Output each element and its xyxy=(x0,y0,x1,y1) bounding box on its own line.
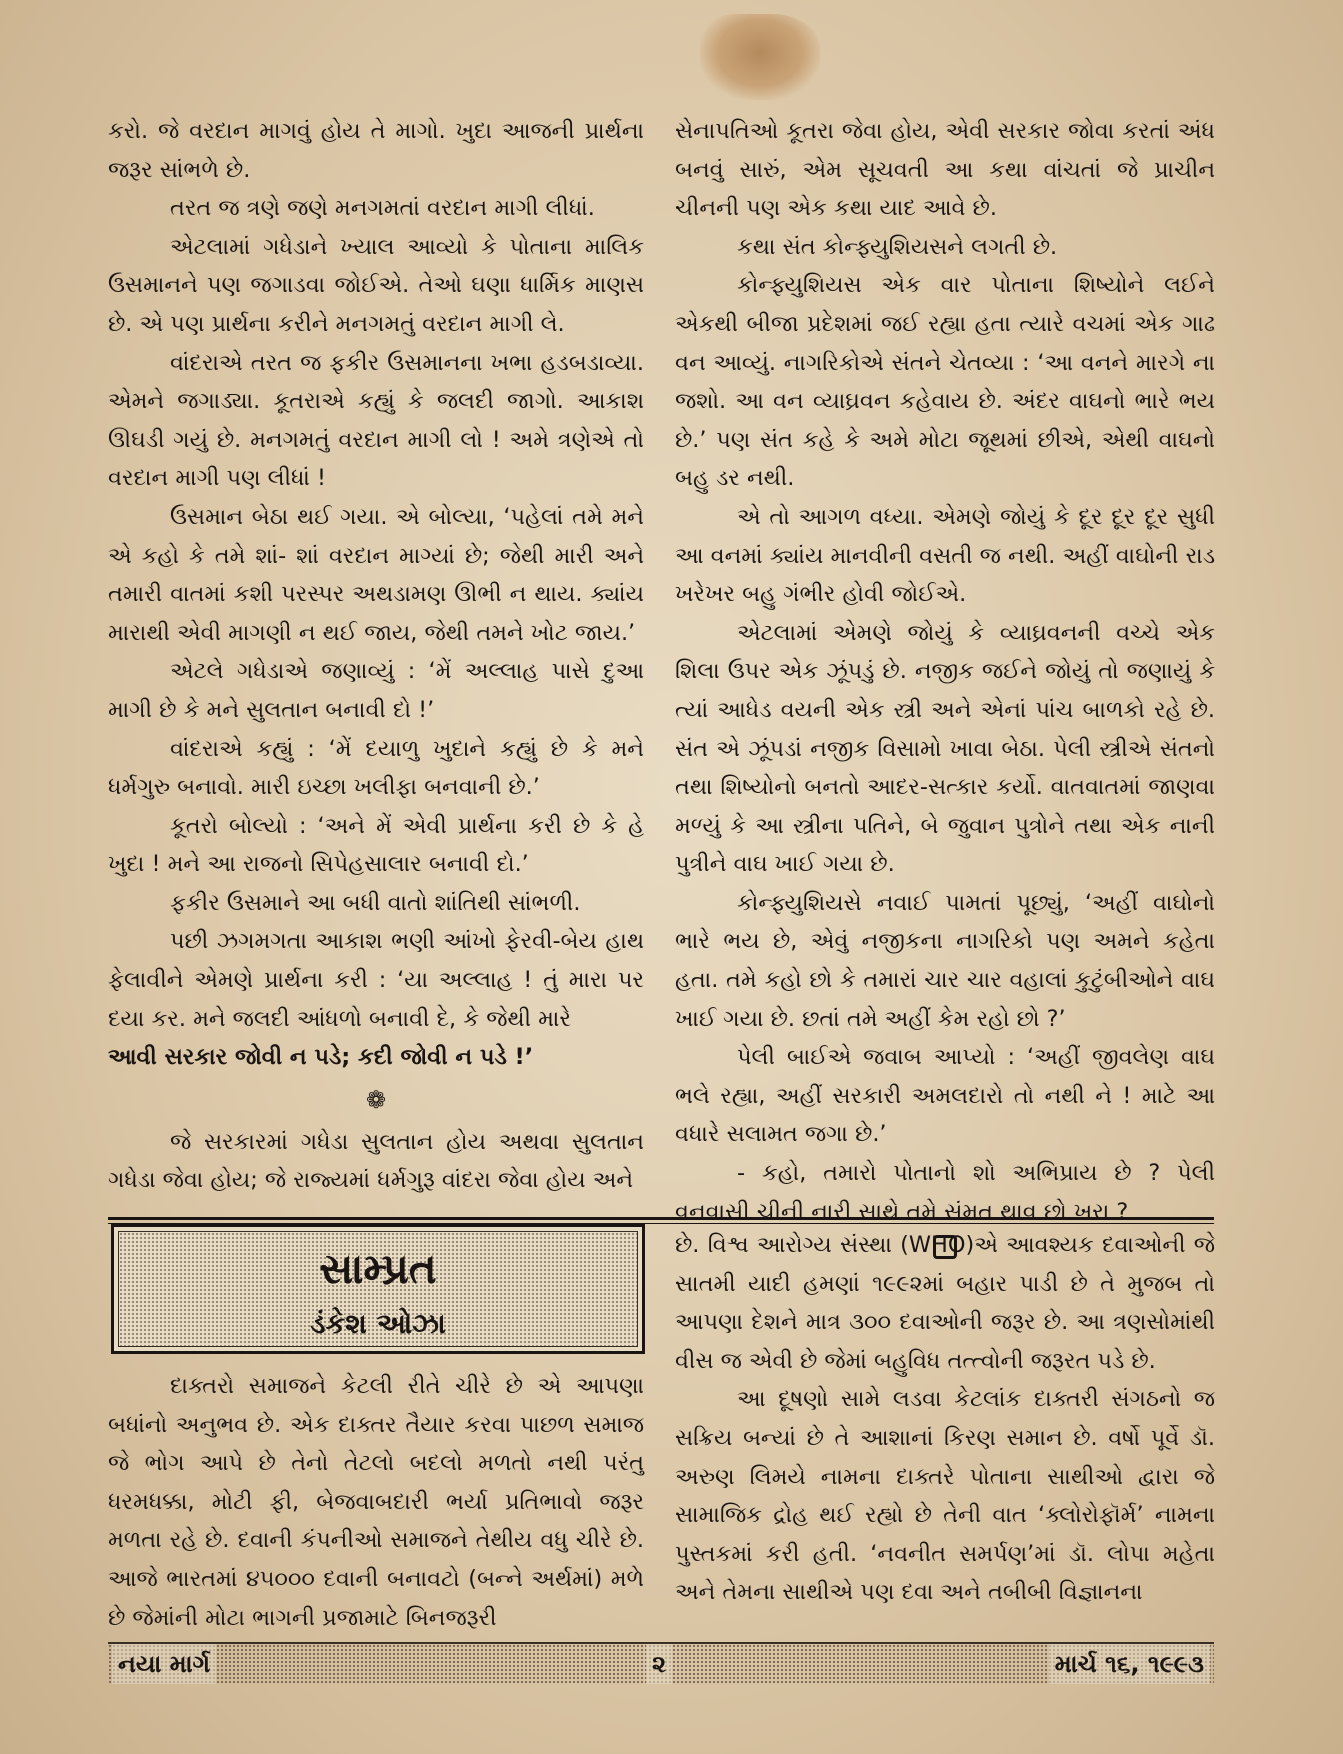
paper-stain xyxy=(700,14,820,100)
paragraph: જે સરકારમાં ગધેડા સુલતાન હોય અથવા સુલતાન ગધેડા જેવા હોય; જે રાજ્યમાં ધર્મગુરૂ વાંદરા જેવા હોય અને xyxy=(108,1128,644,1194)
paragraph: વાંદરાએ કહ્યું : ‘મેં દયાળુ ખુદાને કહ્યું છે કે મને ધર્મગુરુ બનાવો. મારી ઇચ્છા ખલીફા બનવાની છે.’ xyxy=(108,735,644,801)
paragraph: પછી ઝગમગતા આકાશ ભણી આંખો ફેરવી-બેય હાથ ફેલાવીને એમણે પ્રાર્થના કરી : ‘યા અલ્લાહ ! તું મારા પર દયા કર. મને જલદી આંધળો બનાવી દે, કે જેથી મારે xyxy=(108,928,644,1032)
right-column-top xyxy=(675,112,1215,1259)
paragraph: કૂતરો બોલ્યો : ‘અને મેં એવી પ્રાર્થના કરી છે કે હે ખુદા ! મને આ રાજનો સિપેહસાલાર બનાવી દો.’ xyxy=(108,812,644,878)
paragraph: કરો. જે વરદાન માગવું હોય તે માગો. ખુદા આજની પ્રાર્થના જરૂર સાંભળે છે. xyxy=(108,118,644,183)
issue-date: માર્ચ ૧૬, ૧૯૯૩ xyxy=(1049,1644,1210,1684)
paragraph: પેલી બાઈએ જવાબ આપ્યો : ‘અહીં જીવલેણ વાઘ ભલે રહ્યા, અહીં સરકારી અમલદારો તો નથી ને ! માટે આ વધારે સલામત જગા છે.’ xyxy=(675,1044,1215,1148)
page-footer xyxy=(108,1642,1214,1684)
left-column-bottom xyxy=(108,1367,644,1637)
paragraph: તરત જ ત્રણે જણે મનગમતાં વરદાન માગી લીધાં. xyxy=(170,195,595,222)
paragraph: કોન્ફ્યુશિયસે નવાઈ પામતાં પૂછ્યું, ‘અહીં વાઘોનો ભારે ભય છે, એવું નજીકના નાગરિકો પણ અમને કહેતા હતા. તમે કહો છો કે તમારાં ચાર ચાર વહાલાં કુટુંબીઓને વાઘ ખાઈ ગયા છે. છતાં તમે અહીં કેમ રહો છો ?’ xyxy=(675,889,1215,1032)
page-number: ૨ xyxy=(646,1644,672,1684)
flower-ornament-icon: ❁ xyxy=(365,1085,387,1114)
heading-halftone xyxy=(118,1231,638,1347)
paragraph: ઉસમાન બેઠા થઈ ગયા. એ બોલ્યા, ‘પહેલાં તમે મને એ કહો કે તમે શાં- શાં વરદાન માગ્યાં છે; જેથી મારી અને તમારી વાતમાં કશી પરસ્પર અથડામણ ઊભી ન થાય. ક્યાંય મારાથી એવી માગણી ન થઈ જાય, જેથી તમને ખોટ જાય.’ xyxy=(108,503,644,646)
paragraph: એટલામાં ગધેડાને ખ્યાલ આવ્યો કે પોતાના માલિક ઉસમાનને પણ જગાડવા જોઈએ. તેઓ ઘણા ધાર્મિક માણસ છે. એ પણ પ્રાર્થના કરીને મનગમતું વરદાન માગી લે. xyxy=(108,233,644,337)
section-title: સામ્પ્રત xyxy=(319,1244,437,1293)
left-column-top xyxy=(108,112,644,1200)
right-column-bottom xyxy=(675,1226,1215,1612)
paragraph: સેનાપતિઓ કૂતરા જેવા હોય, એવી સરકાર જોવા કરતાં અંધ બનવું સારું, એમ સૂચવતી આ કથા વાંચતાં જે પ્રાચીન ચીનની પણ એક કથા યાદ આવે છે. xyxy=(675,118,1215,222)
paragraph-bold-ending: આવી સરકાર જોવી ન પડે; કદી જોવી ન પડે !’ xyxy=(108,1044,534,1071)
paragraph: છે. વિશ્વ આરોગ્ય સંસ્થા (WHO)એ આવશ્યક દવાઓની જે સાતમી યાદી હમણાં ૧૯૯૨માં બહાર પાડી છે તે મુજબ તો આપણા દેશને માત્ર ૩૦૦ દવાઓની જરૂર છે. આ ત્રણસોમાંથી વીસ જ એવી છે જેમાં બહુવિધ તત્ત્વોની જરૂરત પડે છે. xyxy=(675,1232,1215,1374)
paragraph: વાંદરાએ તરત જ ફકીર ઉસમાનના ખભા હડબડાવ્યા. એમને જગાડ્યા. કૂતરાએ કહ્યું કે જલદી જાગો. આકાશ ઊઘડી ગયું છે. મનગમતું વરદાન માગી લો ! અમે ત્રણેએ તો વરદાન માગી પણ લીધાં ! xyxy=(108,349,644,492)
paragraph: કથા સંત કોન્ફ્યુશિયસને લગતી છે. xyxy=(737,233,1058,260)
paragraph: કોન્ફ્યુશિયસ એક વાર પોતાના શિષ્યોને લઈને એકથી બીજા પ્રદેશમાં જઈ રહ્યા હતા ત્યારે વચમાં એક ગાઢ વન આવ્યું. નાગરિકોએ સંતને ચેતવ્યા : ‘આ વનને મારગે ના જશો. આ વન વ્યાઘ્રવન કહેવાય છે. અંદર વાઘનો ભારે ભય છે.’ પણ સંત કહે કે અમે મોટા જૂથમાં છીએ, એથી વાઘનો બહુ ડર નથી. xyxy=(675,272,1215,492)
paragraph: એટલે ગધેડાએ જણાવ્યું : ‘મેં અલ્લાહ પાસે દુઆ માગી છે કે મને સુલતાન બનાવી દો !’ xyxy=(108,658,644,723)
paragraph: ફકીર ઉસમાને આ બધી વાતો શાંતિથી સાંભળી. xyxy=(170,889,581,916)
paragraph: એ તો આગળ વધ્યા. એમણે જોયું કે દૂર દૂર દૂર સુધી આ વનમાં ક્યાંય માનવીની વસતી જ નથી. અહીં વાઘોની રાડ ખરેખર બહુ ગંભીર હોવી જોઈએ. xyxy=(675,503,1215,608)
paragraph: - કહો, તમારો પોતાનો શો અભિપ્રાય છે ? પેલી વનવાસી ચીની નારી સાથે તમે સંમત થાવ છો ખરા ? xyxy=(675,1160,1215,1225)
paragraph: દાક્તરો સમાજને કેટલી રીતે ચીરે છે એ આપણા બધાંનો અનુભવ છે. એક દાક્તર તૈયાર કરવા પાછળ સમાજ જે ભોગ આપે છે તેનો તેટલો બદલો મળતો નથી પરંતુ ધરમધક્કા, મોટી ફી, બેજવાબદારી ભર્યા પ્રતિભાવો જરૂર મળતા રહે છે. દવાની કંપનીઓ સમાજને તેથીય વધુ ચીરે છે. આજે ભારતમાં ૪૫૦૦૦ દવાની બનાવટો (બન્ને અર્થમાં) મળે છે જેમાંની મોટા ભાગની પ્રજામાટે બિનજરૂરી xyxy=(108,1373,644,1631)
paragraph: એટલામાં એમણે જોયું કે વ્યાઘ્રવનની વચ્ચે એક શિલા ઉપર એક ઝૂંપડું છે. નજીક જઈને જોયું તો જણાયું કે ત્યાં આધેડ વયની એક સ્ત્રી અને એનાં પાંચ બાળકો રહે છે. સંત એ ઝૂંપડાં નજીક વિસામો ખાવા બેઠા. પેલી સ્ત્રીએ સંતનો તથા શિષ્યોનો બનતો આદર-સત્કાર કર્યો. વાતવાતમાં જાણવા મળ્યું કે આ સ્ત્રીના પતિને, બે જુવાન પુત્રોને તથા એક નાની પુત્રીને વાઘ ખાઈ ગયા છે. xyxy=(675,619,1215,878)
section-divider xyxy=(108,1217,1214,1220)
section-author: ડંકેશ ઓઝા xyxy=(310,1307,446,1340)
magazine-name: નયા માર્ગ xyxy=(112,1644,216,1684)
paragraph: આ દૂષણો સામે લડવા કેટલાંક દાક્તરી સંગઠનો જ સક્રિય બન્યાં છે તે આશાનાં કિરણ સમાન છે. વર્ષો પૂર્વે ડૉ. અરુણ લિમયે નામના દાક્તરે પોતાના સાથીઓ દ્વારા જે સામાજિક દ્રોહ થઈ રહ્યો છે તેની વાત ‘ક્લોરોફૉર્મ’ નામના પુસ્તકમાં કરી હતી. ‘નવનીત સમર્પણ’માં ડૉ. લોપા મહેતા અને તેમના સાથીએ પણ દવા અને તબીબી વિજ્ઞાનના xyxy=(675,1386,1215,1606)
column-heading-box xyxy=(111,1224,645,1354)
